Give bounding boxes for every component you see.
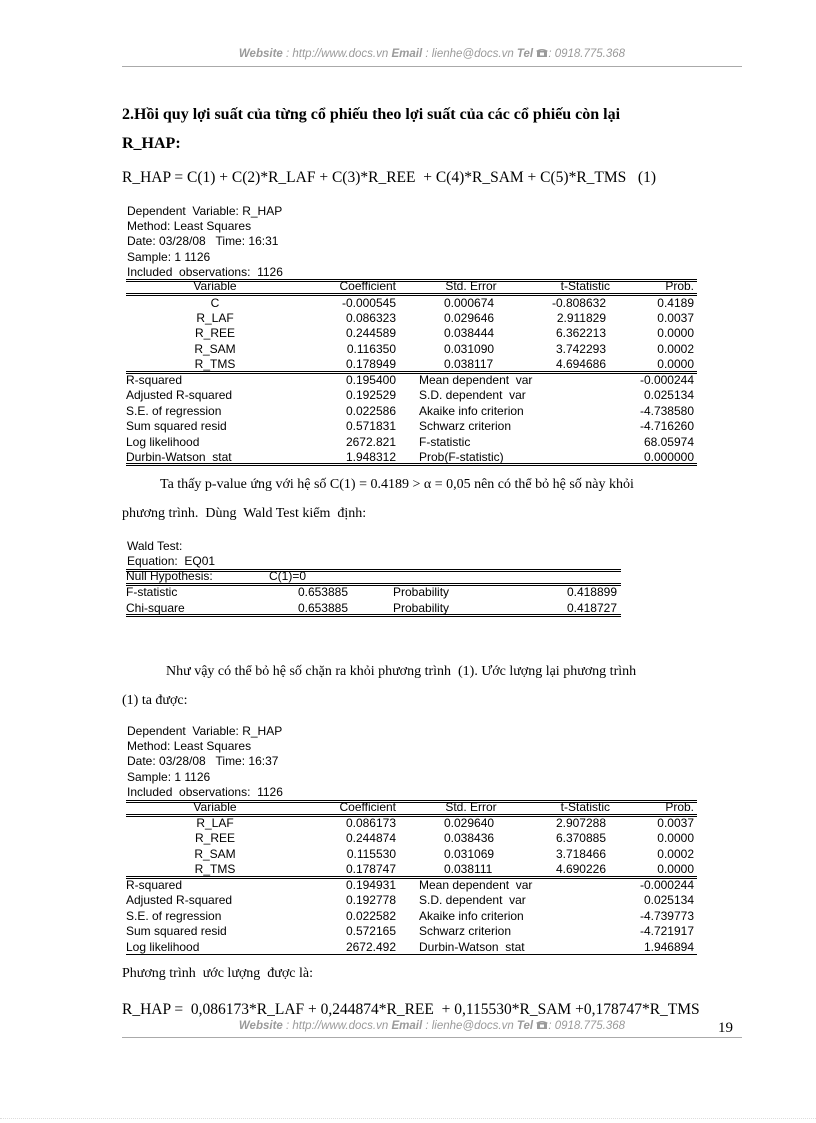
stats-row (126, 435, 697, 450)
stats-row (126, 388, 697, 403)
table-row (126, 816, 697, 831)
header-email: : lienhe@docs.vn (422, 48, 517, 60)
col-header: Prob. (665, 800, 694, 814)
stat-value: 0.022586 (345, 403, 396, 418)
stat-label: Adjusted R-squared (126, 893, 233, 908)
reg1-info-line: Included observations: 1126 (127, 264, 283, 279)
cell: 0.178747 (345, 862, 396, 877)
cell: 0.0000 (657, 831, 694, 846)
cell: 0.115530 (346, 846, 396, 861)
stat-label: S.D. dependent var (419, 388, 526, 403)
cell: R_LAF (196, 311, 234, 326)
table-row (126, 831, 697, 846)
stat-value: -4.721917 (639, 924, 694, 939)
cell: C (210, 296, 220, 310)
reg1-info-line: Sample: 1 1126 (127, 249, 211, 264)
stat-value: -0.000244 (639, 878, 694, 892)
col-header: Std. Error (445, 279, 497, 293)
stats-row (126, 940, 697, 955)
stat-value: 0.192529 (345, 388, 396, 403)
cell: R_SAM (194, 846, 236, 861)
cell: 0.418899 (566, 585, 617, 599)
stat-value: -4.738580 (639, 403, 694, 418)
col-header: Coefficient (339, 800, 396, 814)
cell: Probability (393, 585, 450, 599)
stats-row (126, 924, 697, 939)
cell: 0.031090 (444, 341, 495, 356)
table-row (126, 296, 697, 311)
cell: 4.690226 (555, 862, 606, 877)
table-row (126, 342, 697, 357)
stat-value: 1.946894 (643, 939, 694, 954)
stats-row (126, 909, 697, 924)
cell: 0.0037 (657, 816, 694, 830)
footer-email-label: Email (391, 1020, 423, 1032)
cell: 0.029646 (444, 311, 495, 326)
cell: 3.718466 (555, 846, 606, 861)
paragraph-line: Như vậy có thể bỏ hệ số chặn ra khỏi phương trình (1). Ước lượng lại phương trình (166, 664, 637, 679)
col-header: t-Statistic (560, 800, 610, 814)
page-footer (122, 1020, 742, 1032)
stat-label: Durbin-Watson stat (419, 939, 525, 954)
footer-email: : lienhe@docs.vn (422, 1020, 517, 1032)
stat-label: Adjusted R-squared (126, 388, 233, 403)
stat-value: 0.192778 (345, 893, 396, 908)
header-rule (122, 66, 742, 67)
cell: 0.178949 (345, 356, 396, 371)
conclusion-label: Phương trình ước lượng được là: (122, 966, 314, 981)
stat-label: S.E. of regression (126, 403, 222, 418)
stat-value: 1.948312 (345, 450, 396, 464)
col-header: Coefficient (339, 279, 396, 293)
stat-label: Mean dependent var (419, 373, 533, 387)
cell: 0.038444 (444, 326, 495, 341)
reg2-info (127, 724, 283, 800)
cell: 0.0002 (657, 341, 694, 356)
rule (126, 954, 697, 955)
cell: 0.086173 (345, 816, 396, 830)
header-tel: : 0918.775.368 (548, 48, 626, 60)
stat-label: Log likelihood (126, 939, 200, 954)
cell: R_TMS (194, 356, 236, 371)
cell: 0.031069 (444, 846, 495, 861)
cell: 0.038111 (444, 862, 493, 877)
stat-label: Durbin-Watson stat (126, 450, 232, 464)
stats-row (126, 893, 697, 908)
stat-label: Mean dependent var (419, 878, 533, 892)
stat-value: 0.194931 (345, 878, 396, 892)
page-header (122, 48, 742, 60)
table-row (126, 357, 697, 372)
cell: 0.116350 (346, 341, 396, 356)
stat-label: Prob(F-statistic) (419, 450, 504, 464)
reg1-info (127, 204, 283, 280)
cell: 0.000674 (444, 296, 495, 310)
footer-website-label: Website (238, 1020, 283, 1032)
footer-tel-label: Tel (516, 1020, 534, 1032)
phone-icon (536, 48, 548, 58)
reg1-info-line: Date: 03/28/08 Time: 16:31 (127, 234, 279, 249)
stat-value: 2672.492 (345, 939, 396, 954)
stat-value: 0.572165 (345, 924, 396, 939)
cell: 0.244874 (345, 831, 396, 846)
cell: 0.038117 (444, 356, 494, 371)
cell: 2.911829 (556, 311, 606, 326)
cell: 0.0000 (657, 356, 694, 371)
cell: 0.038436 (444, 831, 495, 846)
reg2-info-line: Method: Least Squares (127, 739, 252, 754)
stats-row (126, 404, 697, 419)
header-website: : http://www.docs.vn (282, 48, 392, 60)
null-label: Null Hypothesis: (126, 569, 213, 583)
cell: 2.907288 (555, 816, 606, 830)
reg2-info-line: Date: 03/28/08 Time: 16:37 (127, 754, 279, 769)
paragraph-line: (1) ta được: (122, 693, 188, 708)
cell: 0.653885 (297, 585, 348, 599)
cell: R_REE (194, 831, 235, 846)
wald-null-row (126, 569, 621, 584)
cell: R_REE (194, 326, 235, 341)
table-row (126, 326, 697, 341)
stat-label: Sum squared resid (126, 924, 227, 939)
wald-title: Wald Test: (127, 539, 183, 553)
cell: 0.0000 (657, 326, 694, 341)
cell: 0.086323 (345, 311, 396, 326)
cell: 0.029640 (444, 816, 495, 830)
cell: F-statistic (126, 585, 178, 599)
cell: 0.0037 (657, 311, 694, 326)
stat-value: 0.025134 (643, 388, 694, 403)
cell: 0.418727 (566, 600, 617, 615)
stats-row (126, 373, 697, 388)
stat-value: 2672.821 (345, 434, 396, 449)
stat-label: F-statistic (419, 434, 471, 449)
reg1-info-line: Dependent Variable: R_HAP (127, 204, 283, 218)
cell: 0.244589 (345, 326, 396, 341)
paragraph-line: phương trình. Dùng Wald Test kiểm định: (122, 506, 367, 521)
rule (126, 614, 621, 617)
cell: -0.808632 (551, 296, 606, 310)
cell: 0.0002 (657, 846, 694, 861)
stat-label: Akaike info criterion (419, 908, 524, 923)
stat-value: -0.000244 (639, 373, 694, 387)
cell: 3.742293 (555, 341, 606, 356)
header-tel-label: Tel (516, 48, 534, 60)
col-header: Variable (193, 279, 237, 293)
stat-value: 0.000000 (643, 450, 694, 464)
col-header: t-Statistic (560, 279, 610, 293)
stat-label: Schwarz criterion (419, 924, 512, 939)
cell: 0.4189 (657, 296, 694, 310)
footer-tel: : 0918.775.368 (548, 1020, 626, 1032)
col-header: Std. Error (445, 800, 497, 814)
table-row (126, 585, 621, 600)
reg1-header-row (126, 279, 697, 294)
cell: 6.362213 (555, 326, 606, 341)
cell: 4.694686 (555, 356, 606, 371)
reg2-info-line: Included observations: 1126 (127, 784, 283, 799)
section-subheading: R_HAP: (122, 135, 181, 152)
cell: 6.370885 (555, 831, 606, 846)
stat-label: Schwarz criterion (419, 419, 512, 434)
paragraph-line: Ta thấy p-value ứng với hệ số C(1) = 0.4189 > α = 0,05 nên có thể bỏ hệ số này khỏi (160, 477, 634, 492)
table-row (126, 847, 697, 862)
stat-value: 0.195400 (345, 373, 396, 387)
section-heading: 2.Hồi quy lợi suất của từng cổ phiếu theo lợi suất của các cổ phiếu còn lại (122, 106, 621, 123)
page-number: 19 (718, 1020, 733, 1036)
stat-label: Sum squared resid (126, 419, 227, 434)
phone-icon (536, 1020, 548, 1030)
stat-label: Log likelihood (126, 434, 200, 449)
cell: Chi-square (126, 600, 185, 615)
stat-value: 0.571831 (345, 419, 396, 434)
col-header: Prob. (665, 279, 694, 293)
cell: R_TMS (194, 862, 236, 877)
rule (126, 463, 697, 466)
col-header: Variable (193, 800, 237, 814)
stat-value: -4.739773 (639, 908, 694, 923)
table-row (126, 311, 697, 326)
reg2-info-line: Dependent Variable: R_HAP (127, 724, 283, 738)
stat-label: R-squared (126, 373, 183, 387)
stat-value: 0.022582 (345, 908, 396, 923)
footer-rule (122, 1037, 742, 1038)
stat-label: S.E. of regression (126, 908, 222, 923)
stat-label: R-squared (126, 878, 183, 892)
stat-label: Akaike info criterion (419, 403, 524, 418)
stat-value: 0.025134 (643, 893, 694, 908)
reg2-header-row (126, 800, 697, 815)
header-email-label: Email (391, 48, 423, 60)
header-website-label: Website (238, 48, 283, 60)
model-equation: R_HAP = C(1) + C(2)*R_LAF + C(3)*R_REE + C(4)*R_SAM + C(5)*R_TMS (1) (122, 169, 656, 186)
wald-info (127, 539, 215, 569)
cell: Probability (393, 600, 450, 615)
cell: -0.000545 (341, 296, 396, 310)
footer-website: : http://www.docs.vn (282, 1020, 392, 1032)
cell: 0.653885 (297, 600, 348, 615)
stat-label: S.D. dependent var (419, 893, 526, 908)
cell: R_SAM (194, 341, 236, 356)
stats-row (126, 878, 697, 893)
stats-row (126, 419, 697, 434)
cell: R_LAF (196, 816, 234, 830)
final-equation: R_HAP = 0,086173*R_LAF + 0,244874*R_REE + 0,115530*R_SAM +0,178747*R_TMS (122, 1001, 700, 1018)
stat-value: 68.05974 (643, 434, 694, 449)
reg2-info-line: Sample: 1 1126 (127, 769, 211, 784)
stat-value: -4.716260 (639, 419, 694, 434)
reg1-info-line: Method: Least Squares (127, 219, 252, 234)
wald-equation: Equation: EQ01 (127, 554, 216, 569)
cell: 0.0000 (657, 862, 694, 877)
null-value: C(1)=0 (269, 569, 307, 583)
page-edge (0, 1118, 816, 1119)
